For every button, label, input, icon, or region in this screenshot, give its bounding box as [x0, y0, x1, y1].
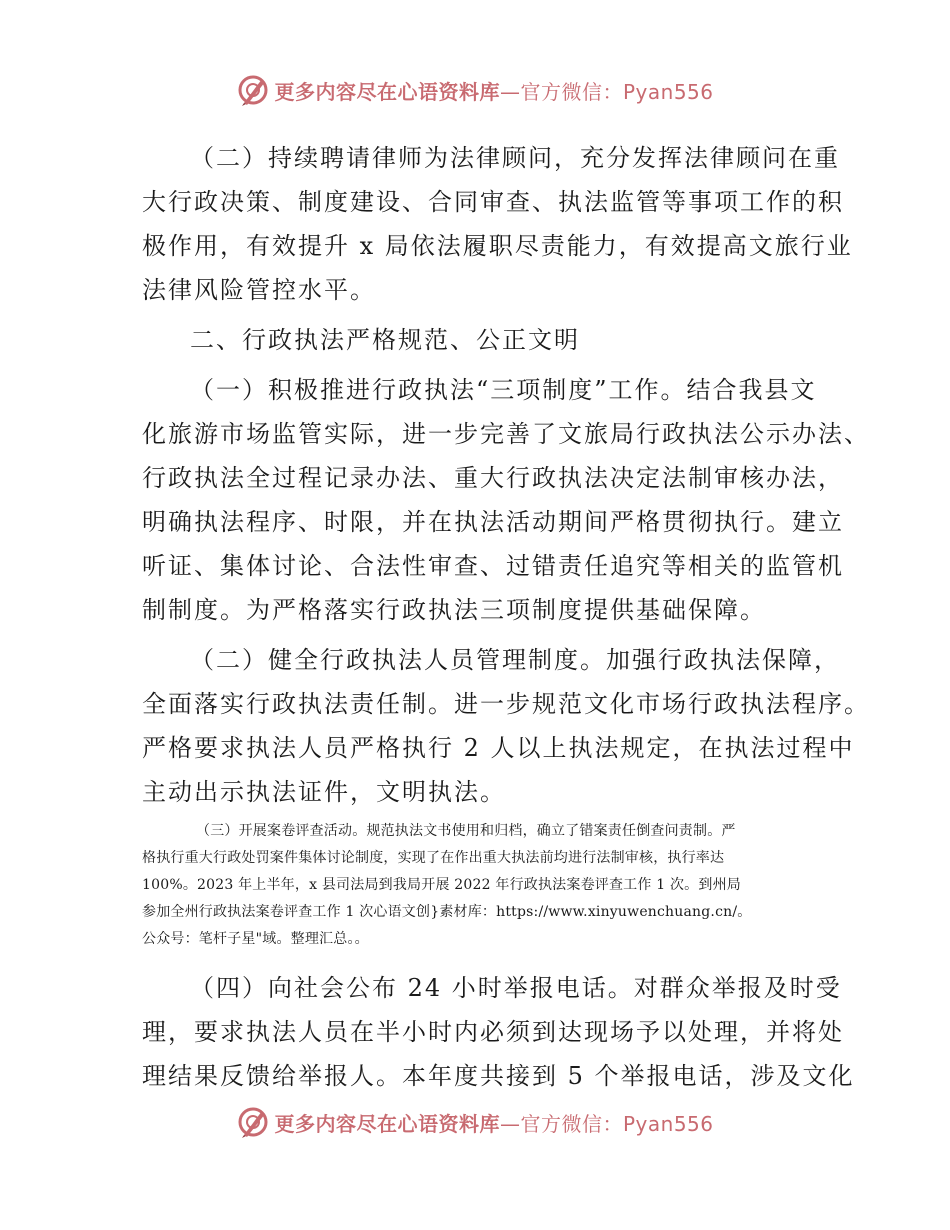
- banner-official-label: 官方微信：: [520, 1111, 623, 1136]
- text-line: 参加全州行政执法案卷评查工作 1 次心语文创}素材库：https://www.xinyuwenchuang.cn/。: [142, 904, 752, 920]
- paragraph-personnel-management: [142, 638, 870, 814]
- heading-text: 二、行政执法严格规范、公正文明: [190, 326, 580, 354]
- pen-logo-icon: [236, 73, 270, 107]
- text-line: 明确执法程序、时限，并在执法活动期间严格贯彻执行。建立: [142, 508, 844, 536]
- text-line: （一）积极推进行政执法“三项制度”工作。结合我县文: [190, 376, 817, 404]
- footer-watermark-banner: [0, 1102, 950, 1142]
- text-line: 100%。2023 年上半年，x 县司法局到我局开展 2022 年行政执法案卷评查工作 1 次。到州局: [142, 877, 741, 893]
- banner-wechat-id: Pyan556: [622, 1111, 714, 1136]
- text-line: （二）健全行政执法人员管理制度。加强行政执法保障，: [190, 646, 840, 674]
- text-line: 行政执法全过程记录办法、重大行政执法决定法制审核办法，: [142, 464, 844, 492]
- text-line: 理结果反馈给举报人。本年度共接到 5 个举报电话，涉及文化: [142, 1062, 855, 1090]
- text-line: （四）向社会公布 24 小时举报电话。对群众举报及时受: [190, 974, 842, 1002]
- text-line: 格执行重大行政处罚案件集体讨论制度，实现了在作出重大执法前均进行法制审核，执行率达: [142, 850, 725, 866]
- text-line: 全面落实行政执法责任制。进一步规范文化市场行政执法程序。: [142, 690, 870, 718]
- text-line: 极作用，有效提升 x 局依法履职尽责能力，有效提高文旅行业: [142, 232, 853, 260]
- banner-main-text: 更多内容尽在心语资料库: [274, 79, 500, 104]
- paragraph-case-review: [142, 818, 812, 953]
- banner-wechat-id: Pyan556: [622, 79, 714, 104]
- text-line: 主动出示执法证件，文明执法。: [142, 778, 506, 806]
- banner-text: [274, 76, 713, 105]
- text-line: 大行政决策、制度建设、合同审查、执法监管等事项工作的积: [142, 188, 844, 216]
- paragraph-three-systems: [142, 368, 870, 632]
- text-line: 听证、集体讨论、合法性审查、过错责任追究等相关的监管机: [142, 552, 844, 580]
- banner-main-text: 更多内容尽在心语资料库: [274, 1111, 500, 1136]
- text-line: 严格要求执法人员严格执行 2 人以上执法规定，在执法过程中: [142, 734, 855, 762]
- paragraph-hotline: [142, 966, 855, 1098]
- banner-dash: —: [499, 79, 521, 104]
- text-line: （二）持续聘请律师为法律顾问，充分发挥法律顾问在重: [190, 144, 840, 172]
- text-line: 化旅游市场监管实际，进一步完善了文旅局行政执法公示办法、: [142, 420, 870, 448]
- text-line: 制制度。为严格落实行政执法三项制度提供基础保障。: [142, 596, 766, 624]
- pen-logo-icon: [236, 1105, 270, 1139]
- text-line: 法律风险管控水平。: [142, 276, 376, 304]
- paragraph-legal-advisor: [142, 136, 853, 312]
- text-line: 公众号：笔杆子星"域。整理汇总。。: [142, 931, 369, 947]
- banner-official-label: 官方微信：: [520, 79, 623, 104]
- text-line: （三）开展案卷评查活动。规范执法文书使用和归档，确立了错案责任倒查问责制。严: [196, 823, 736, 839]
- text-line: 理，要求执法人员在半小时内必须到达现场予以处理，并将处: [142, 1018, 844, 1046]
- banner-text: [274, 1108, 713, 1137]
- header-watermark-banner: [0, 70, 950, 110]
- banner-dash: —: [499, 1111, 521, 1136]
- section-heading: [142, 318, 812, 362]
